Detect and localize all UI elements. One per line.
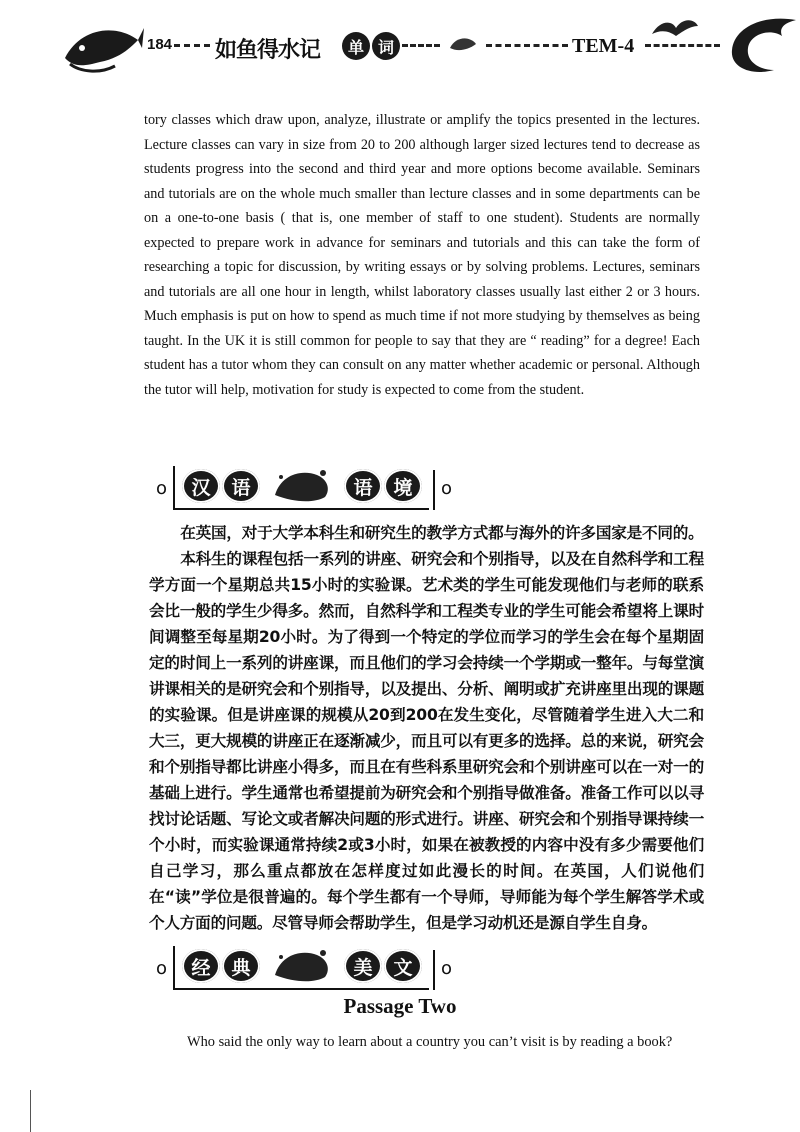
exam-code: TEM-4 — [572, 35, 635, 57]
page-number: 184 — [147, 36, 173, 53]
page-header — [0, 0, 800, 90]
header-circle-char: 单 — [342, 32, 370, 60]
header-circle-chars — [342, 32, 400, 60]
header-dash-left — [174, 44, 210, 47]
swirl-logo-icon — [722, 14, 800, 78]
header-title: 如鱼得水记 — [215, 38, 321, 63]
banner-char: 语 — [222, 469, 260, 503]
passage-first-line: Who said the only way to learn about a country you can’t visit is by reading a book? — [187, 1034, 673, 1050]
banner-char: 汉 — [182, 469, 220, 503]
banner-frame — [173, 466, 429, 510]
banner-frame — [173, 946, 429, 990]
header-dash-center — [486, 44, 568, 47]
bullet-circle-icon: o — [441, 957, 453, 979]
bullet-circle-icon: o — [441, 477, 453, 499]
banner-char: 文 — [384, 949, 422, 983]
banner-char: 语 — [344, 469, 382, 503]
chinese-paragraph: 本科生的课程包括一系列的讲座、研究会和个别指导，以及在自然科学和工程学方面一个星期总共15小时的实验课。艺术类的学生可能发现他们与老师的联系会比一般的学生少得多。然而，自然科学和工程类专业的学生可能会希望将上课时间调整至每星期20小时。为了得到一个特定的学位而学习的学生会在每个星期固定的时间上一系列的讲座课，而且他们的学习会持续一个学期或一整年。与每堂演讲课相关的是研究会和个别指导，以及提出、分析、阐明或扩充讲座里出现的课题的实验课。但是讲座课的规模从20到200在发生变化，尽管随着学生进入大二和大三，更大规模的讲座正在逐渐减少，而且可以有更多的选择。总的来说，研究会和个别指导都比讲座小得多，而且在有些科系里研究会和个别讲座可以在一对一的基础上进行。学生通常也希望提前为研究会和个别指导做准备。准备工作可以以寻找讨论话题、写论文或者解决问题的形式进行。讲座、研究会和个别指导课持续一个小时，而实验课通常持续2或3小时，如果在被教授的内容中没有多少需要他们自己学习，那么重点都放在怎样度过如此漫长的时间。在英国，人们说他们在“读”学位是很普遍的。每个学生都有一个导师，导师能为每个学生解答学术或个人方面的问题。尽管导师会帮助学生，但是学习动机还是源自学生自身。 — [149, 550, 704, 932]
bullet-circle-icon: o — [156, 477, 168, 499]
banner-char: 典 — [222, 949, 260, 983]
leaf-icon — [448, 34, 478, 54]
header-dash-middle — [402, 44, 440, 47]
section-banner-chinese-context — [150, 464, 458, 512]
header-circle-char: 词 — [372, 32, 400, 60]
fish-logo-icon — [60, 18, 145, 76]
margin-line — [30, 1090, 31, 1132]
passage-title: Passage Two — [343, 994, 457, 1018]
banner-char: 经 — [182, 949, 220, 983]
header-dash-right — [645, 44, 720, 47]
banner-char: 境 — [384, 469, 422, 503]
bullet-circle-icon: o — [156, 957, 168, 979]
ink-splash-icon — [271, 947, 333, 985]
ink-splash-icon — [271, 467, 333, 505]
english-paragraph: tory classes which draw upon, analyze, illustrate or amplify the topics presented in the lectures. Lecture classes can vary in size from 20 to 200 although larger sized lectures tend to decrease as students progress into the second and third year and more options become available. Seminars and tutorials are on the whole much smaller than lecture classes and in some departments can be on a one-to-one basis ( that is, one member of staff to one student). Students are normally expected to prepare work in advance for seminars and tutorials and this can take the form of researching a topic for discussion, by writing essays or by solving problems. Lectures, seminars and tutorials are all one hour in length, whilst laboratory classes usually last either 2 or 3 hours. Much emphasis is put on how to spend as much time if not more studying by themselves as being taught. In the UK it is still common for people to say that they are “ reading” for a degree! Each student has a tutor whom they can consult on any matter whether academic or personal. Although the tutor will help, motivation for study is expected to come from the student. — [144, 112, 700, 398]
chinese-translation — [149, 520, 704, 936]
section-banner-classic-text — [150, 944, 458, 992]
bird-icon — [650, 14, 700, 40]
banner-char: 美 — [344, 949, 382, 983]
chinese-paragraph: 在英国，对于大学本科生和研究生的教学方式都与海外的许多国家是不同的。 — [180, 524, 704, 542]
